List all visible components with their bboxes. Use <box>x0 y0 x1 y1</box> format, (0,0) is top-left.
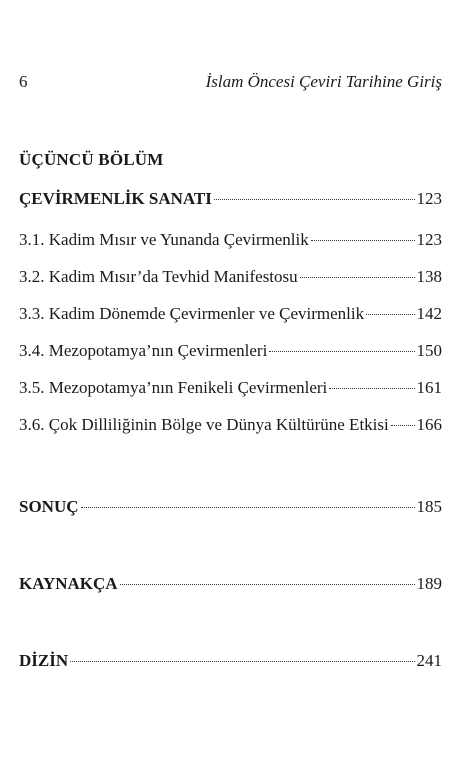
page-header <box>19 72 442 94</box>
dot-leader <box>311 240 415 241</box>
toc-entry-page: 142 <box>416 304 442 323</box>
toc-entry-page: 189 <box>416 574 442 593</box>
dot-leader <box>300 277 415 278</box>
dot-leader <box>391 425 415 426</box>
dot-leader <box>329 388 414 389</box>
toc-entry-label: 3.6. Çok Dilliliğinin Bölge ve Dünya Kültürüne Etkisi <box>19 415 389 434</box>
toc-entry-label: 3.5. Mezopotamya’nın Fenikeli Çevirmenleri <box>19 378 328 397</box>
toc-entry-dizin <box>19 651 442 671</box>
toc-entry-3-5 <box>19 378 442 398</box>
toc-entry-page: 138 <box>416 267 442 286</box>
toc-entry-page: 241 <box>416 651 442 670</box>
toc-entry-3-2 <box>19 267 442 287</box>
toc-entry-3-1 <box>19 230 442 250</box>
toc-entry-label: 3.2. Kadim Mısır’da Tevhid Manifestosu <box>19 267 298 286</box>
toc-entry-label: 3.3. Kadim Dönemde Çevirmenler ve Çevirmenlik <box>19 304 365 323</box>
toc-entry-sonuc <box>19 497 442 517</box>
toc-entry-page: 123 <box>416 230 442 249</box>
toc-entry-3-3 <box>19 304 442 324</box>
toc-entry-page: 123 <box>416 189 442 208</box>
toc-entry-page: 185 <box>416 497 442 516</box>
page-number: 6 <box>19 72 28 91</box>
toc-entry-label: DİZİN <box>19 651 69 670</box>
toc-entry-label: SONUÇ <box>19 497 79 516</box>
running-title: İslam Öncesi Çeviri Tarihine Giriş <box>205 72 442 91</box>
dot-leader <box>120 584 415 585</box>
toc-entry-label: ÇEVİRMENLİK SANATI <box>19 189 212 208</box>
toc-entry-3-4 <box>19 341 442 361</box>
dot-leader <box>214 199 415 200</box>
toc-entry-page: 161 <box>416 378 442 397</box>
toc-entry-label: KAYNAKÇA <box>19 574 118 593</box>
section-heading: ÜÇÜNCÜ BÖLÜM <box>19 150 164 169</box>
dot-leader <box>70 661 414 662</box>
dot-leader <box>366 314 414 315</box>
dot-leader <box>81 507 415 508</box>
toc-entry-label: 3.4. Mezopotamya’nın Çevirmenleri <box>19 341 268 360</box>
toc-entry-cevirmenlik-sanati <box>19 189 442 209</box>
toc-entry-page: 150 <box>416 341 442 360</box>
toc-entry-label: 3.1. Kadim Mısır ve Yunanda Çevirmenlik <box>19 230 309 249</box>
toc-entry-3-6 <box>19 415 442 435</box>
toc-entry-page: 166 <box>416 415 442 434</box>
toc-entry-kaynakca <box>19 574 442 594</box>
dot-leader <box>269 351 414 352</box>
